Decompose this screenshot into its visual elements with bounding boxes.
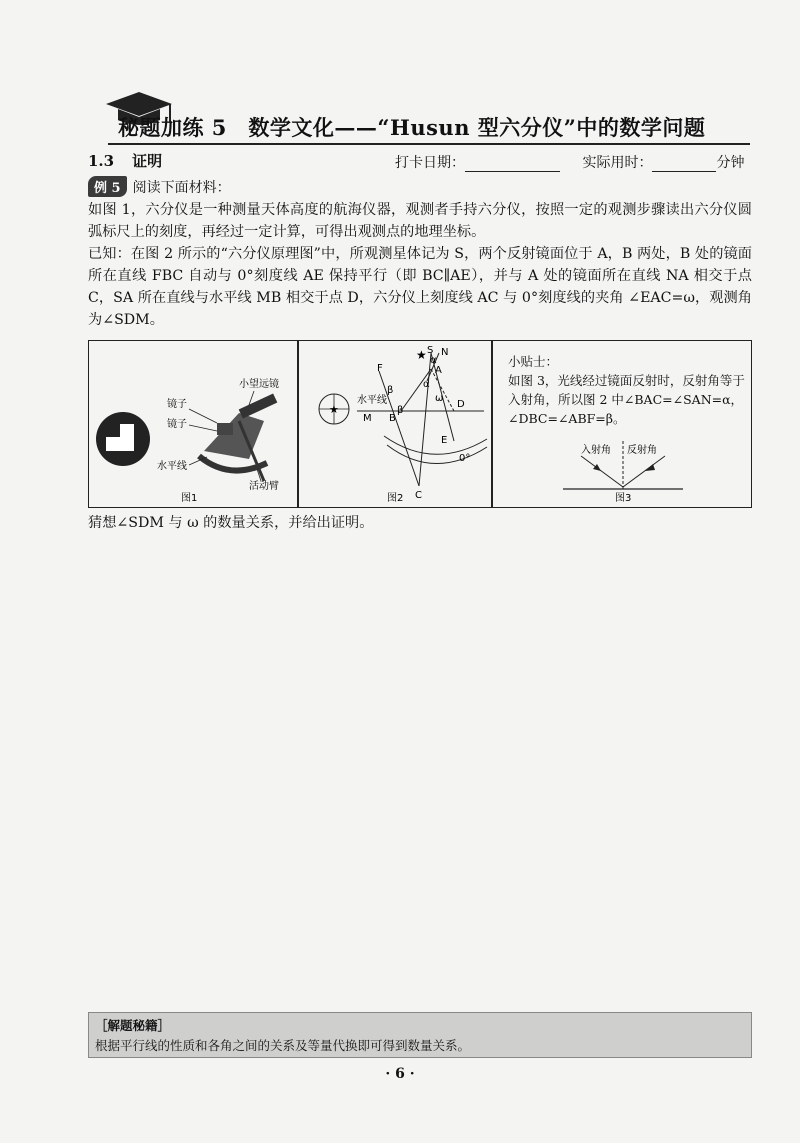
solution-tips-text: 根据平行线的性质和各角之间的关系及等量代换即可得到数量关系。 [95,1038,471,1053]
tip-title: 小贴士： [508,354,559,369]
solution-tips-heading: ［解题秘籍］ [95,1018,171,1033]
tip-text: 如图 3，光线经过镜面反射时，反射角等于入射角，所以图 2 中∠BAC=∠SAN=α，∠DBC=∠ABF=β。 [508,373,745,426]
fig2-label-C: C [415,490,422,501]
fig2-label-beta: β [387,385,394,396]
section-number: 1.3 [88,152,115,170]
fig2-caption: 图2 [387,493,404,504]
fig2-label-N: N [441,347,449,358]
fig1-horizon-label: 水平线 [157,461,187,472]
fig2-label-alpha: α [430,355,437,366]
figure-1-sextant [89,341,297,507]
solution-tips-box [88,1012,752,1058]
time-unit: 分钟 [716,155,745,171]
checkin-meta [395,152,744,172]
fig2-label-M: M [363,413,372,424]
star-icon: ★ [329,403,339,416]
tip-box [508,352,746,428]
fig1-mirror-label: 镜子 [167,419,187,430]
figure-2-principle [299,341,491,507]
fig2-label-S: S [427,345,434,356]
fig1-mirror-label: 镜子 [167,399,187,410]
fig2-label-F: F [377,363,383,374]
time-used-field[interactable] [652,171,716,172]
page-title: 秘题加练 5 数学文化——“Husun 型六分仪”中的数学问题 [118,115,706,140]
fig2-label-A: A [435,365,442,376]
checkin-date-field[interactable] [465,171,560,172]
fig1-arm-label: 活动臂 [249,481,279,492]
fig2-label-B: B [389,413,396,424]
fig3-reflected-label: 反射角 [627,445,657,456]
question-text: 猜想∠SDM 与 ω 的数量关系，并给出证明。 [88,515,374,531]
paragraph-2: 已知：在图 2 所示的“六分仪原理图”中，所观测星体记为 S，两个反射镜面位于 A，B 两处，B 处的镜面所在直线 FBC 自动与 0°刻度线 AE 保持平行（即 BC∥AE），并与 A 处的镜面所在直线 NA 相交于点 C，SA 所在直线与水平线 MB 相交于点 D，六分仪上刻度线 AC 与 0°刻度线的夹角 ∠EAC=ω，观测角为∠SDM。 [88,246,752,328]
page-number: · 6 · [385,1066,415,1082]
fig1-caption: 图1 [181,493,198,504]
fig1-telescope-label: 小望远镜 [239,379,279,390]
fig2-horizon-label: 水平线 [357,395,387,406]
fig3-incident-label: 入射角 [581,445,611,456]
fig2-label-E: E [441,435,448,446]
fig2-label-alpha: α [423,379,430,390]
checkin-date-label: 打卡日期： [395,155,465,171]
fig3-caption: 图3 [615,493,632,504]
fig2-label-omega: ω [435,393,444,404]
fig2-label-zero-degree: 0° [459,453,471,464]
section-title: 证明 [132,152,163,170]
time-used-label: 实际用时： [582,155,653,171]
fig2-label-D: D [457,399,465,410]
section-heading [88,150,180,171]
star-icon: ★ [416,348,427,362]
example-intro: 阅读下面材料： [132,179,231,196]
title-divider [108,143,750,145]
example-heading [88,176,231,197]
example-tag: 例 5 [88,176,127,197]
fig2-label-beta: β [397,405,404,416]
paragraph-1: 如图 1，六分仪是一种测量天体高度的航海仪器，观测者手持六分仪，按照一定的观测步骤读出六分仪圆弧标尺上的刻度，再经过一定计算，可得出观测点的地理坐标。 [88,202,752,240]
